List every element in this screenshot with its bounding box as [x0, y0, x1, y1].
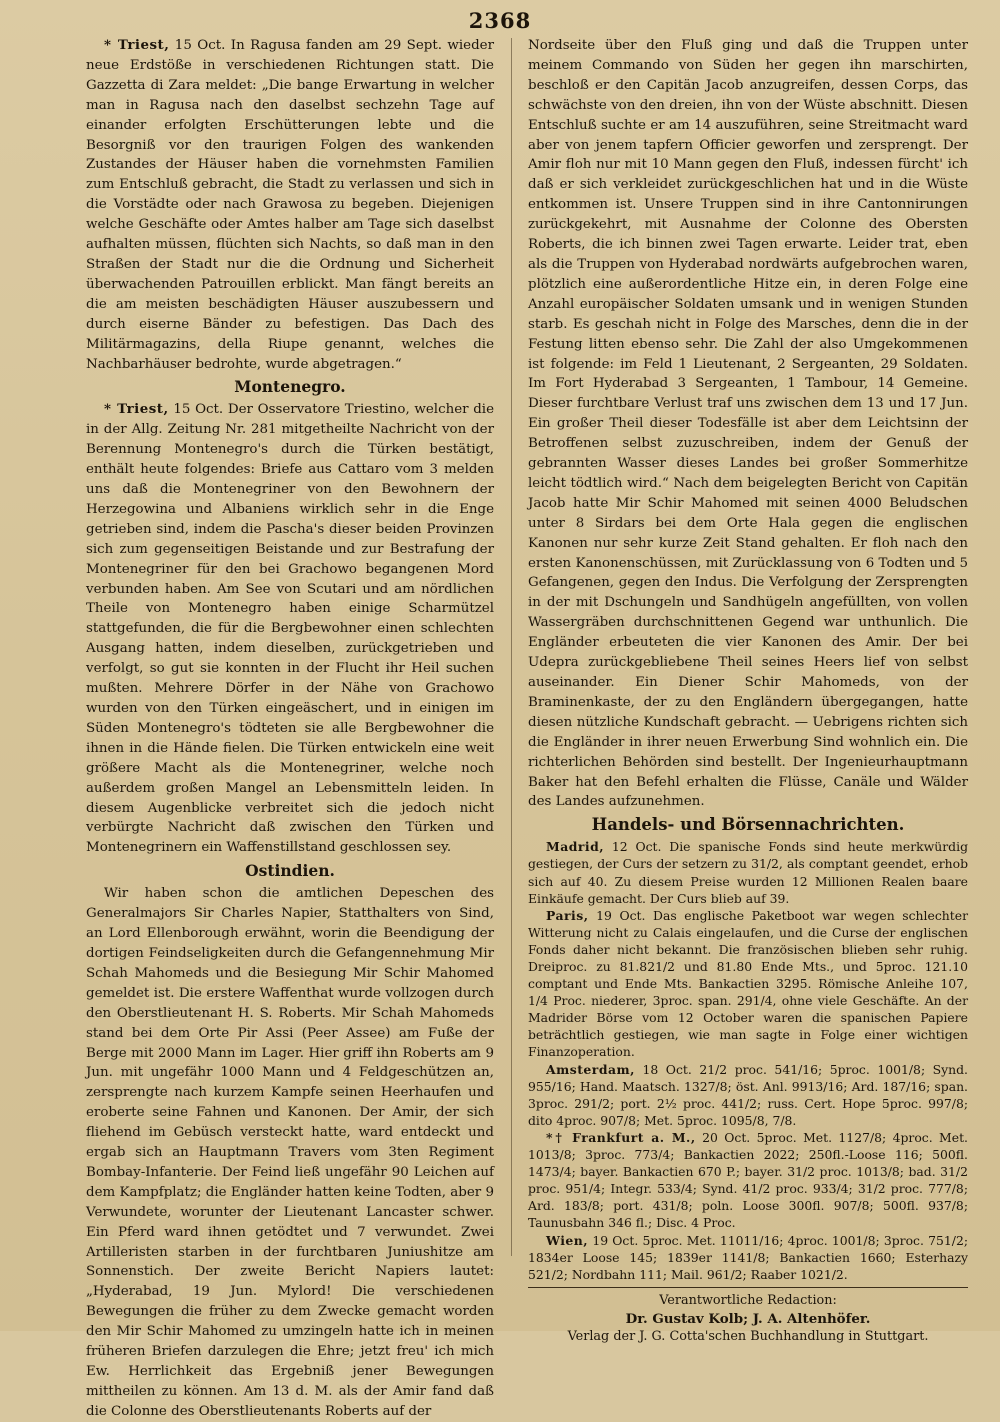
report-body: 19 Oct. Das englische Paketboot war wegen schlechter Witterung nicht zu Calais eingelaufen, und die Curse der englischen Fonds daher nicht bekannt. Die französischen blieben sehr ruhig. Dreiproc. zu 81.821/2 und 81.80 Ende Mts., und 5proc. 121.10 comptant und Ende Mts. Bankactien 3295. Römische Anleihe 107, 1/4 Proc. niederer, 3proc. span. 291/4, ohne viele Geschäfte. An der Madrider Börse vom 12 October waren die spanischen Papiere beträchtlich gestiegen, wie man sagte in Folge einer wichtigen Finanzoperation.: [528, 907, 968, 1060]
market-report-frankfurt: [528, 1129, 968, 1232]
report-body: 19 Oct. 5proc. Met. 11011/16; 4proc. 1001/8; 3proc. 751/2; 1834er Loose 145; 1839er 1141/8; Bankactien 1660; Esterhazy 521/2; Nordbahn 111; Mail. 961/2; Raaber 1021/2.: [528, 1232, 968, 1282]
article-triest-montenegro: [86, 400, 494, 858]
dateline-place: Paris,: [546, 907, 589, 923]
dateline-place: Amsterdam,: [546, 1061, 635, 1077]
imprint-label: Verantwortliche Redaction:: [659, 1292, 837, 1308]
dateline-place: * Triest,: [104, 37, 170, 53]
market-report-wien: [528, 1232, 968, 1283]
column-divider: [511, 38, 512, 1256]
report-body: 20 Oct. 5proc. Met. 1127/8; 4proc. Met. 1013/8; 3proc. 773/4; Bankactien 2022; 250fl.-Loose 116; 500fl. 1473/4; bayer. Bankactien 670 P.; bayer. 31/2 proc. 1013/8; bad. 31/2 proc. 951/4; Integr. 533/4; Synd. 41/2 proc. 933/4; 31/2 proc. 777/8; Ard. 183/8; port. 431/8; poln. Loose 300fl. 907/8; 500fl. 937/8; Taunusbahn 346 fl.; Disc. 4 Proc.: [528, 1129, 968, 1231]
imprint-editors: Dr. Gustav Kolb; J. A. Altenhöfer.: [625, 1310, 871, 1327]
section-heading-montenegro: Montenegro.: [234, 377, 346, 397]
report-body: 12 Oct. Die spanische Fonds sind heute merkwürdig gestiegen, der Curs der setzern zu 31/2, als comptant geendet, erhob sich auf 40. Zu diesem Preise wurden 12 Millionen Realen baare Einkäufe gemacht. Der Curs blieb auf 39.: [528, 839, 968, 906]
article-triest-ragusa: [86, 36, 494, 374]
report-body: 18 Oct. 21/2 proc. 541/16; 5proc. 1001/8; Synd. 955/16; Hand. Maatsch. 1327/8; öst. Anl. 9913/16; Ard. 187/16; span. 3proc. 291/2; port. 2½ proc. 441/2; russ. Cert. Hope 5proc. 997/8; dito 4proc. 907/8; Met. 5proc. 1095/8, 7/8.: [528, 1061, 968, 1128]
article-ostindien: Wir haben schon die amtlichen Depeschen des Generalmajors Sir Charles Napier, Statthalters von Sind, an Lord Ellenborough erwähnt, worin die Beendigung der dortigen Feindseligkeiten durch die Gefangennehmung Mir Schah Mahomeds und die Besiegung Mir Schir Mahomed gemeldet ist. Die erstere Waffenthat wurde vollzogen durch den Oberstlieutenant H. S. Roberts. Mir Schah Mahomeds stand bei dem Orte Pir Assi (Peer Assee) am Fuße der Berge mit 2000 Mann im Lager. Hier griff ihn Roberts am 9 Jun. mit ungefähr 1000 Mann und 4 Feldgeschützen an, zersprengte nach kurzem Kampfe seinen Heerhaufen und eroberte seine Fahnen und Kanonen. Der Amir, der sich fliehend im Gebüsch versteckt hatte, ward entdeckt und ergab sich an Hauptmann Travers vom 3ten Regiment Bombay-Infanterie. Der Feind ließ ungefähr 90 Leichen auf dem Kampfplatz; die Engländer hatten keine Todten, aber 9 Verwundete, worunter der Lieutenant Lancaster schwer. Ein Pferd ward ihnen getödtet und 7 verwundet. Zwei Artilleristen starben in der furchtbaren Juniushitze am Sonnenstich. Der zweite Bericht Napiers lautet: „Hyderabad, 19 Jun. Mylord! Die verschiedenen Bewegungen die früher zu dem Zwecke gemacht worden den Mir Schir Mahomed zu umzingeln hatte ich in meinen früheren Briefen darzulegen die Ehre; jetzt freu' ich mich Ew. Herrlichkeit das Ergebniß jener Bewegungen mittheilen zu können. Am 13 d. M. als der Amir fand daß die Colonne des Oberstlieutenants Roberts auf der: [86, 886, 494, 1419]
imprint: [528, 1292, 968, 1346]
section-heading-ostindien: Ostindien.: [245, 861, 335, 881]
page-number: 2368: [468, 8, 532, 33]
article-body: 15 Oct. In Ragusa fanden am 29 Sept. wieder neue Erdstöße in verschiedenen Richtungen statt. Die Gazzetta di Zara meldet: „Die bange Erwartung in welcher man in Ragusa nach den daselbst sechzehn Tage auf einander erfolgten Erschütterungen lebte und die Besorgniß vor den traurigen Folgen des wankenden Zustandes der Häuser haben die vornehmsten Familien zum Entschluß gebracht, die Stadt zu verlassen und sich in die Vorstädte oder nach Grawosa zu begeben. Diejenigen welche Geschäfte oder Amtes halber am Tage sich daselbst aufhalten müssen, flüchten sich Nachts, so daß man in den Straßen der Stadt nur die die Ordnung und Sicherheit überwachenden Patrouillen erblickt. Man fängt bereits an die am meisten beschädigten Häuser auszubessern und durch eiserne Bänder zu befestigen. Das Dach des Militärmagazins, della Riupe genannt, welches die Nachbarhäuser bedrohte, wurde abgetragen.“: [86, 38, 494, 372]
market-reports: [528, 838, 968, 1282]
dateline-place: * Triest,: [104, 401, 169, 418]
article-ostindien-continued: Nordseite über den Fluß ging und daß die Truppen unter meinem Commando von Süden her gegen ihn marschirten, beschloß er den Capitän Jacob anzugreifen, dessen Corps, das schwächste von den dreien, ihn von der Wüste abschnitt. Diesen Entschluß suchte er am 14 auszuführen, seine Streitmacht ward aber von jenem tapfern Officier geworfen und zersprengt. Der Amir floh nur mit 10 Mann gegen den Fluß, indessen fürcht' ich daß er sich verkleidet zurückgeschlichen hat und in die Wüste entkommen ist. Unsere Truppen sind in ihre Cantonnirungen zurückgekehrt, mit Ausnahme der Colonne des Obersten Roberts, die ich binnen zwei Tagen erwarte. Leider trat, eben als die Truppen von Hyderabad nordwärts aufgebrochen waren, plötzlich eine außerordentliche Hitze ein, in deren Folge eine Anzahl europäischer Soldaten umsank und in wenigen Stunden starb. Es geschah nicht in Folge des Marsches, denn die in der Festung litten ebenso sehr. Die Zahl der also Umgekommenen ist folgende: im Feld 1 Lieutenant, 2 Sergeanten, 29 Soldaten. Im Fort Hyderabad 3 Sergeanten, 1 Tambour, 14 Gemeine. Dieser furchtbare Verlust traf uns zwischen dem 13 und 17 Jun. Ein großer Theil dieser Todesfälle ist aber dem Leichtsinn der Betroffenen selbst zuzuschreiben, indem der Genuß der gebrannten Wasser dieses Landes bei großer Sommerhitze leicht tödtlich wird.“ Nach dem beigelegten Bericht von Capitän Jacob hatte Mir Schir Mahomed mit seinen 4000 Beludschen unter 8 Sirdars bei dem Orte Hala gegen die englischen Kanonen nur sehr kurze Zeit Stand gehalten. Er floh nach den ersten Kanonenschüssen, mit Zurücklassung von 6 Todten und 5 Gefangenen, gegen den Indus. Die Verfolgung der Zersprengten in der mit Dschungeln und Sandhügeln angefüllten, von vollen Wassergräben durchschnittenen Gegend war unthunlich. Die Engländer erbeuteten die vier Kanonen des Amir. Der bei Udepra zurückgebliebene Theil seines Heers lief von selbst auseinander. Ein Diener Schir Mahomeds, von der Braminenkaste, der zu den Engländern übergegangen, hatte diesen nützliche Kundschaft gebracht. — Uebrigens richten sich die Engländer in ihrer neuen Erwerbung Sind wohnlich ein. Die richterlichen Behörden sind bestellt. Der Ingenieurhauptmann Baker hat den Befehl erhalten die Flüsse, Canäle und Wälder des Landes aufzunehmen.: [528, 38, 968, 810]
section-heading-handel: Handels- und Börsennachrichten.: [591, 815, 905, 835]
dateline-place: Wien,: [546, 1232, 589, 1248]
market-report-amsterdam: [528, 1061, 968, 1129]
dateline-place: Madrid,: [546, 839, 605, 855]
left-column: [86, 36, 494, 1422]
market-report-paris: [528, 907, 968, 1061]
imprint-publisher: Verlag der J. G. Cotta'schen Buchhandlung in Stuttgart.: [567, 1328, 929, 1344]
article-body: 15 Oct. Der Osservatore Triestino, welcher die in der Allg. Zeitung Nr. 281 mitgetheilte Nachricht von der Berennung Montenegro's durch die Türken bestätigt, enthält heute folgendes: Briefe aus Cattaro vom 3 melden uns daß die Montenegriner von den Bewohnern der Herzegowina und Albaniens wirklich sehr in die Enge getrieben sind, indem die Pascha's dieser beiden Provinzen sich zum gegenseitigen Beistande und zur Bestrafung der Montenegriner für den bei Grachowo begangenen Mord verbunden haben. Am See von Scutari und am nördlichen Theile von Montenegro haben einige Scharmützel stattgefunden, die für die Bergbewohner einen schlechten Ausgang hatten, indem dieselben, zurückgetrieben und verfolgt, so gut sie konnten in der Flucht ihr Heil suchen mußten. Mehrere Dörfer in der Nähe von Grachowo wurden von den Türken eingeäschert, und in einigen im Süden Montenegro's tödteten sie alle Bergbewohner die ihnen in die Hände fielen. Die Türken entwickeln eine weit größere Macht als die Montenegriner, welche noch außerdem großen Mangel an Lebensmitteln leiden. In diesem Augenblicke verbreitet sich die jedoch nicht verbürgte Nachricht daß zwischen den Türken und Montenegrinern ein Waffenstillstand geschlossen sey.: [86, 402, 494, 856]
footer-rule: [528, 1287, 968, 1288]
dateline-place: *† Frankfurt a. M.,: [546, 1129, 696, 1145]
right-column: [528, 36, 968, 1346]
market-report-madrid: [528, 838, 968, 906]
